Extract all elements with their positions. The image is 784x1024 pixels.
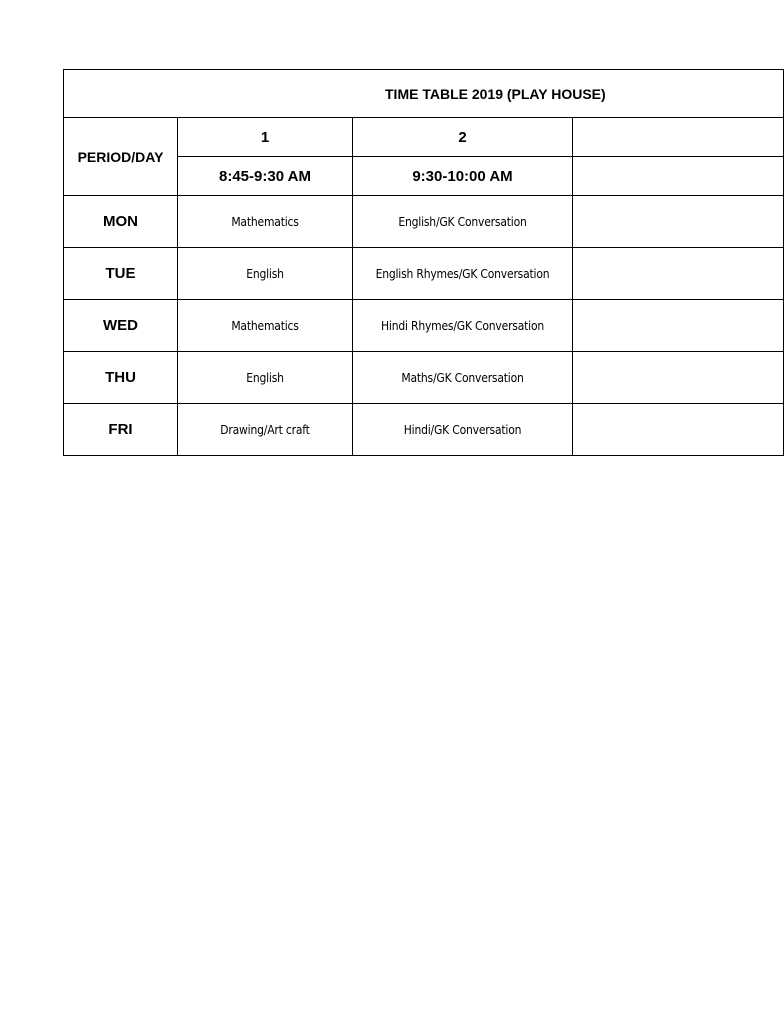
title-row <box>64 70 784 118</box>
period-time: 9:30-10:00 AM <box>353 157 573 196</box>
period-number: 1 <box>178 118 353 157</box>
period-number-cut <box>573 118 784 157</box>
subject-cell: Mathematics <box>178 196 353 248</box>
table-row <box>64 196 784 248</box>
subject-cell-cut <box>573 352 784 404</box>
period-time-cut <box>573 157 784 196</box>
subject-cell: Drawing/Art craft <box>178 404 353 456</box>
subject-cell-cut <box>573 300 784 352</box>
day-label: THU <box>64 352 178 404</box>
subject-cell: Hindi Rhymes/GK Conversation <box>353 300 573 352</box>
subject-cell-cut <box>573 404 784 456</box>
subject-cell: Mathematics <box>178 300 353 352</box>
period-number-row <box>64 118 784 157</box>
timetable <box>63 69 784 456</box>
table-row <box>64 248 784 300</box>
timetable-title: TIME TABLE 2019 (PLAY HOUSE) <box>64 70 784 118</box>
table-row <box>64 352 784 404</box>
timetable-sheet <box>63 69 606 455</box>
subject-cell: English/GK Conversation <box>353 196 573 248</box>
subject-cell: English Rhymes/GK Conversation <box>353 248 573 300</box>
day-label: TUE <box>64 248 178 300</box>
period-number: 2 <box>353 118 573 157</box>
day-label: WED <box>64 300 178 352</box>
subject-cell-cut <box>573 248 784 300</box>
table-row <box>64 300 784 352</box>
period-day-header: PERIOD/DAY <box>64 118 178 196</box>
day-label: MON <box>64 196 178 248</box>
day-label: FRI <box>64 404 178 456</box>
period-time: 8:45-9:30 AM <box>178 157 353 196</box>
subject-cell: English <box>178 352 353 404</box>
subject-cell: Maths/GK Conversation <box>353 352 573 404</box>
table-row <box>64 404 784 456</box>
subject-cell: Hindi/GK Conversation <box>353 404 573 456</box>
subject-cell: English <box>178 248 353 300</box>
subject-cell-cut <box>573 196 784 248</box>
